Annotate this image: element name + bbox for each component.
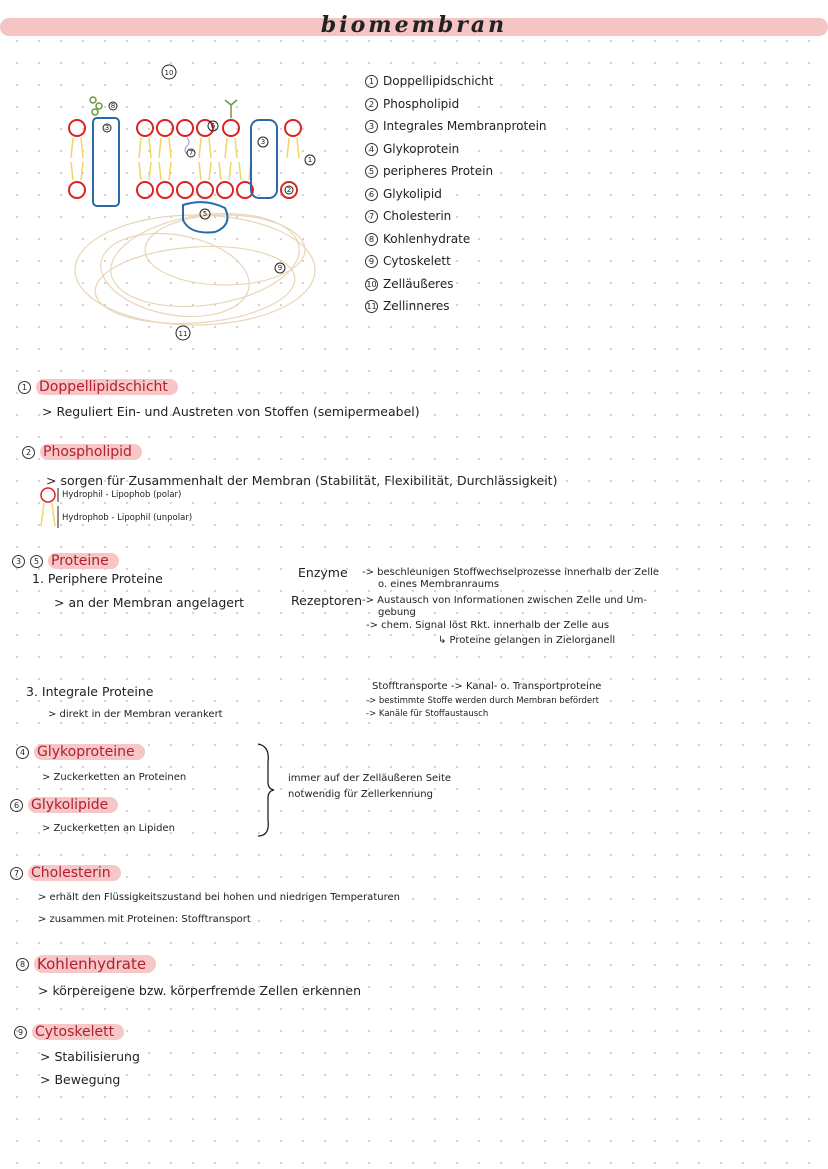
heading-kohlenhydrate: 8 Kohlenhydrate xyxy=(16,955,156,973)
note-text: > Reguliert Ein- und Austreten von Stoffen (semipermeabel) xyxy=(42,404,420,419)
note-text: Rezeptoren xyxy=(291,593,363,608)
legend-item: 5 peripheres Protein xyxy=(365,160,547,183)
heading-phospholipid: 2 Phospholipid xyxy=(22,444,142,460)
legend-item: 8 Kohlenhydrate xyxy=(365,228,547,251)
diagram-label-2: 2 xyxy=(286,186,292,194)
diagram-label-6: 6 xyxy=(210,122,216,130)
heading-glykolipide: 6 Glykolipide xyxy=(10,797,118,813)
legend-item: 9 Cytoskelett xyxy=(365,250,547,273)
legend-item: 7 Cholesterin xyxy=(365,205,547,228)
note-text: -> chem. Signal löst Rkt. innerhalb der Zelle aus xyxy=(366,620,610,631)
diagram-label-5: 5 xyxy=(202,210,208,218)
heading-glykoproteine: 4 Glykoproteine xyxy=(16,744,145,760)
note-text: > Bewegung xyxy=(40,1072,121,1087)
diagram-label-3b: 3 xyxy=(260,138,266,146)
note-text: 1. Periphere Proteine xyxy=(32,571,163,586)
legend-item: 11 Zellinneres xyxy=(366,299,450,313)
note-text: immer auf der Zelläußeren Seite xyxy=(288,773,452,784)
diagram-label-7: 7 xyxy=(188,149,194,157)
heading-doppellipidschicht: 1 Doppellipidschicht xyxy=(18,379,178,395)
note-text: ↳ Proteine gelangen in Zielorganell xyxy=(438,635,616,646)
note-text: gebung xyxy=(378,607,416,618)
legend-item: 1 Doppellipidschicht xyxy=(365,70,547,93)
note-text: -> Kanäle für Stoffaustausch xyxy=(366,709,489,719)
note-text: > körpereigene bzw. körperfremde Zellen erkennen xyxy=(38,983,362,998)
note-text: -> beschleunigen Stoffwechselprozesse innerhalb der Zelle xyxy=(362,567,660,578)
note-text: Stofftransporte -> Kanal- o. Transportproteine xyxy=(372,681,602,692)
diagram-label-1: 1 xyxy=(307,156,313,164)
curly-brace xyxy=(254,742,278,838)
note-text: notwendig für Zellerkennung xyxy=(288,789,433,800)
note-text: > Zuckerketten an Lipiden xyxy=(42,823,175,834)
diagram-label-3: 3 xyxy=(104,124,110,132)
phospholipid-icon xyxy=(38,486,62,530)
legend-item: 6 Glykolipid xyxy=(365,183,547,206)
note-text: > sorgen für Zusammenhalt der Membran (Stabilität, Flexibilität, Durchlässigkeit) xyxy=(46,473,558,488)
note-text: > an der Membran angelagert xyxy=(54,595,245,610)
note-text: Enzyme xyxy=(298,565,348,580)
diagram-legend xyxy=(365,70,547,318)
note-text: -> Austausch von Informationen zwischen Zelle und Um- xyxy=(362,595,647,606)
diagram-label-9: 9 xyxy=(277,264,283,272)
note-text: o. eines Membranraums xyxy=(378,579,500,590)
note-text: > direkt in der Membran verankert xyxy=(48,709,223,720)
legend-item: 4 Glykoprotein xyxy=(365,138,547,161)
legend-item: 10 Zelläußeres xyxy=(366,276,454,291)
heading-cytoskelett: 9 Cytoskelett xyxy=(14,1024,124,1040)
membrane-diagram xyxy=(55,60,335,350)
note-text: -> bestimmte Stoffe werden durch Membran befördert xyxy=(366,696,599,706)
heading-cholesterin: 7 Cholesterin xyxy=(10,865,121,881)
legend-item: 2 Phospholipid xyxy=(365,93,547,116)
note-text: 3. Integrale Proteine xyxy=(26,684,154,699)
note-text: > Zuckerketten an Proteinen xyxy=(42,772,187,783)
diagram-label-8: 8 xyxy=(110,102,116,110)
note-text: > zusammen mit Proteinen: Stofftransport xyxy=(38,914,251,925)
page-title: biomembran xyxy=(320,12,508,38)
note-text: Hydrophob - Lipophil (unpolar) xyxy=(62,513,193,523)
heading-proteine: 3 5 Proteine xyxy=(12,553,119,569)
note-text: Hydrophil - Lipophob (polar) xyxy=(62,490,182,500)
diagram-label-11: 11 xyxy=(178,330,188,338)
note-text: > erhält den Flüssigkeitszustand bei hohen und niedrigen Temperaturen xyxy=(38,892,400,903)
legend-item: 3 Integrales Membranprotein xyxy=(365,115,547,138)
note-text: > Stabilisierung xyxy=(40,1049,140,1064)
diagram-label-10: 10 xyxy=(164,69,174,77)
